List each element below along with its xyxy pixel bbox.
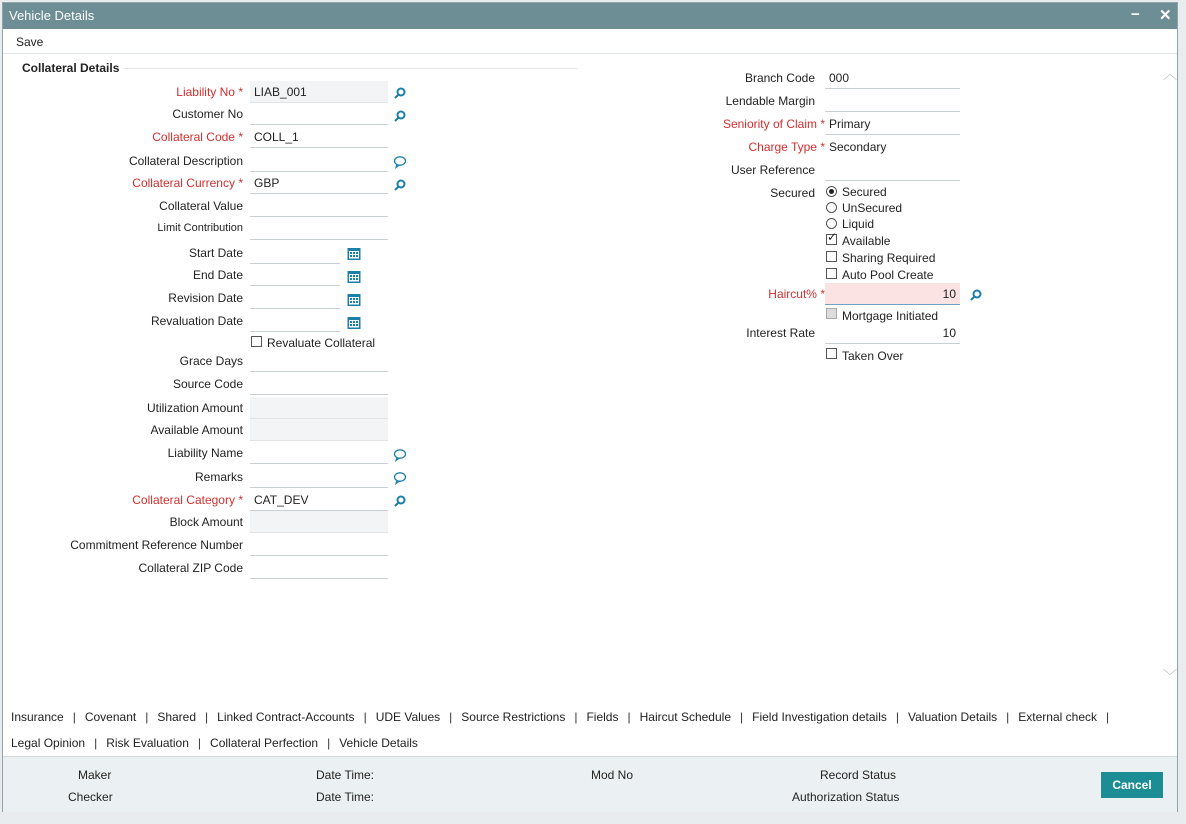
tabs-row-1: Insurance | Covenant | Shared | Linked Contract-Accounts | UDE Values | Source Restrictions | Fields | Haircut Schedule | Field Investigation details | Valuation Details | External check | [11,710,1110,724]
seniority-of-claim-select[interactable]: Primary [825,113,960,135]
collateral-description-input[interactable] [250,150,388,172]
user-reference-label: User Reference [730,163,815,177]
revaluation-date-label: Revaluation Date [150,314,243,328]
collateral-zip-code-label: Collateral ZIP Code [138,561,243,575]
revaluate-collateral-label: Revaluate Collateral [267,336,376,350]
mod-no-label: Mod No [591,768,634,782]
sharing-required-checkbox[interactable] [826,251,837,262]
collateral-currency-input[interactable]: GBP [250,172,388,194]
grace-days-label: Grace Days [179,354,243,368]
commitment-reference-number-label: Commitment Reference Number [70,538,243,552]
auto-pool-create-checkbox[interactable] [826,268,837,279]
tab-risk-evaluation[interactable]: Risk Evaluation [106,736,189,750]
collateral-zip-code-input[interactable] [250,557,388,579]
save-button[interactable]: Save [16,35,44,49]
calendar-icon[interactable] [347,316,361,330]
scroll-down-icon[interactable]: ﹀ [1163,668,1177,684]
block-amount-input [250,511,388,533]
secured-radio-label: Secured [842,185,887,199]
calendar-icon[interactable] [347,270,361,284]
checker-label: Checker [68,790,113,804]
search-icon[interactable] [969,288,983,302]
collateral-category-input[interactable]: CAT_DEV [250,489,388,511]
tabs-row-2: Legal Opinion | Risk Evaluation | Collateral Perfection | Vehicle Details [11,736,418,750]
calendar-icon[interactable] [347,293,361,307]
revaluate-collateral-checkbox[interactable] [251,336,262,347]
authorization-status-label: Authorization Status [792,790,900,804]
source-code-label: Source Code [172,377,243,391]
mortgage-initiated-label: Mortgage Initiated [842,309,939,323]
liquid-radio-label: Liquid [842,217,875,231]
remarks-label: Remarks [194,470,243,484]
comment-icon[interactable] [393,155,407,169]
search-icon[interactable] [393,494,407,508]
remarks-input[interactable] [250,466,388,488]
scroll-up-icon[interactable]: ︿ [1163,66,1177,82]
search-icon[interactable] [393,178,407,192]
haircut-input[interactable]: 10 [825,283,960,305]
tab-collateral-perfection[interactable]: Collateral Perfection [210,736,319,750]
haircut-label: Haircut% * [768,287,825,301]
tab-vehicle-details[interactable]: Vehicle Details [339,736,418,750]
collateral-value-input[interactable] [250,195,388,217]
tab-insurance[interactable]: Insurance [11,710,64,724]
collateral-currency-label: Collateral Currency * [132,176,243,190]
seniority-of-claim-label: Seniority of Claim * [722,117,825,131]
auto-pool-create-label: Auto Pool Create [842,268,934,282]
taken-over-checkbox[interactable] [826,348,837,359]
liquid-radio[interactable] [826,218,837,229]
interest-rate-label: Interest Rate [746,326,815,340]
available-amount-input [250,419,388,441]
interest-rate-input[interactable]: 10 [825,322,960,344]
section-divider [123,68,578,69]
end-date-input[interactable] [250,264,340,286]
secured-radio[interactable] [826,186,837,197]
available-label: Available [842,234,891,248]
minimize-icon[interactable]: − [1131,6,1140,23]
lendable-margin-label: Lendable Margin [725,94,815,108]
toolbar [3,29,1177,54]
liability-name-input[interactable] [250,442,388,464]
tab-ude-values[interactable]: UDE Values [375,710,441,724]
collateral-category-label: Collateral Category * [132,493,243,507]
unsecured-radio-label: UnSecured [842,201,903,215]
commitment-reference-number-input[interactable] [250,534,388,556]
calendar-icon[interactable] [347,247,361,261]
tab-external-check[interactable]: External check [1018,710,1097,724]
section-title: Collateral Details [22,61,120,75]
collateral-value-label: Collateral Value [159,199,243,213]
comment-icon[interactable] [393,448,407,462]
grace-days-input[interactable] [250,350,388,372]
title-bar [3,3,1177,29]
utilization-amount-label: Utilization Amount [146,401,243,415]
window-title: Vehicle Details [9,8,95,23]
customer-no-input[interactable] [250,103,388,125]
record-status-label: Record Status [820,768,897,782]
liability-name-label: Liability Name [167,446,243,460]
cancel-button[interactable]: Cancel [1101,772,1163,798]
limit-contribution-input[interactable] [250,218,388,240]
unsecured-radio[interactable] [826,202,837,213]
tab-source-restrictions[interactable]: Source Restrictions [461,710,566,724]
sharing-required-label: Sharing Required [842,251,936,265]
utilization-amount-input [250,397,388,419]
branch-code-label: Branch Code [744,71,815,85]
tab-shared[interactable]: Shared [157,710,197,724]
customer-no-label: Customer No [172,107,243,121]
limit-contribution-label: Limit Contribution [157,222,243,234]
liability-no-label: Liability No * [176,85,243,99]
collateral-description-label: Collateral Description [128,154,243,168]
taken-over-label: Taken Over [842,349,904,363]
comment-icon[interactable] [393,471,407,485]
charge-type-label: Charge Type * [748,140,825,154]
branch-code-input[interactable]: 000 [825,67,960,89]
tab-field-investigation-details[interactable]: Field Investigation details [752,710,887,724]
date-time-label: Date Time: [316,768,375,782]
search-icon[interactable] [393,86,407,100]
revision-date-label: Revision Date [168,291,243,305]
maker-label: Maker [78,768,112,782]
tab-legal-opinion[interactable]: Legal Opinion [11,736,86,750]
available-amount-label: Available Amount [150,423,243,437]
tab-covenant[interactable]: Covenant [84,710,137,724]
user-reference-input[interactable] [825,159,960,181]
mortgage-initiated-checkbox [826,308,837,319]
tab-valuation-details[interactable]: Valuation Details [908,710,998,724]
start-date-label: Start Date [188,246,243,260]
tab-haircut-schedule[interactable]: Haircut Schedule [639,710,731,724]
collateral-code-label: Collateral Code * [152,130,243,144]
revaluation-date-input[interactable] [250,310,340,332]
source-code-input[interactable] [250,373,388,395]
available-checkbox[interactable]: ✓ [827,230,838,244]
vehicle-details-window [2,2,1178,812]
liability-no-input[interactable]: LIAB_001 [250,81,388,103]
search-icon[interactable] [393,109,407,123]
lendable-margin-input[interactable] [825,90,960,112]
date-time-label: Date Time: [316,790,375,804]
charge-type-select[interactable]: Secondary [829,140,887,154]
secured-label: Secured [770,186,815,200]
start-date-input[interactable] [250,242,340,264]
tab-linked-contract-accounts[interactable]: Linked Contract-Accounts [217,710,355,724]
revision-date-input[interactable] [250,287,340,309]
collateral-code-input[interactable]: COLL_1 [250,126,388,148]
end-date-label: End Date [192,268,243,282]
audit-footer [3,756,1177,812]
block-amount-label: Block Amount [169,515,243,529]
close-icon[interactable]: ✕ [1159,7,1172,24]
tab-fields[interactable]: Fields [586,710,619,724]
